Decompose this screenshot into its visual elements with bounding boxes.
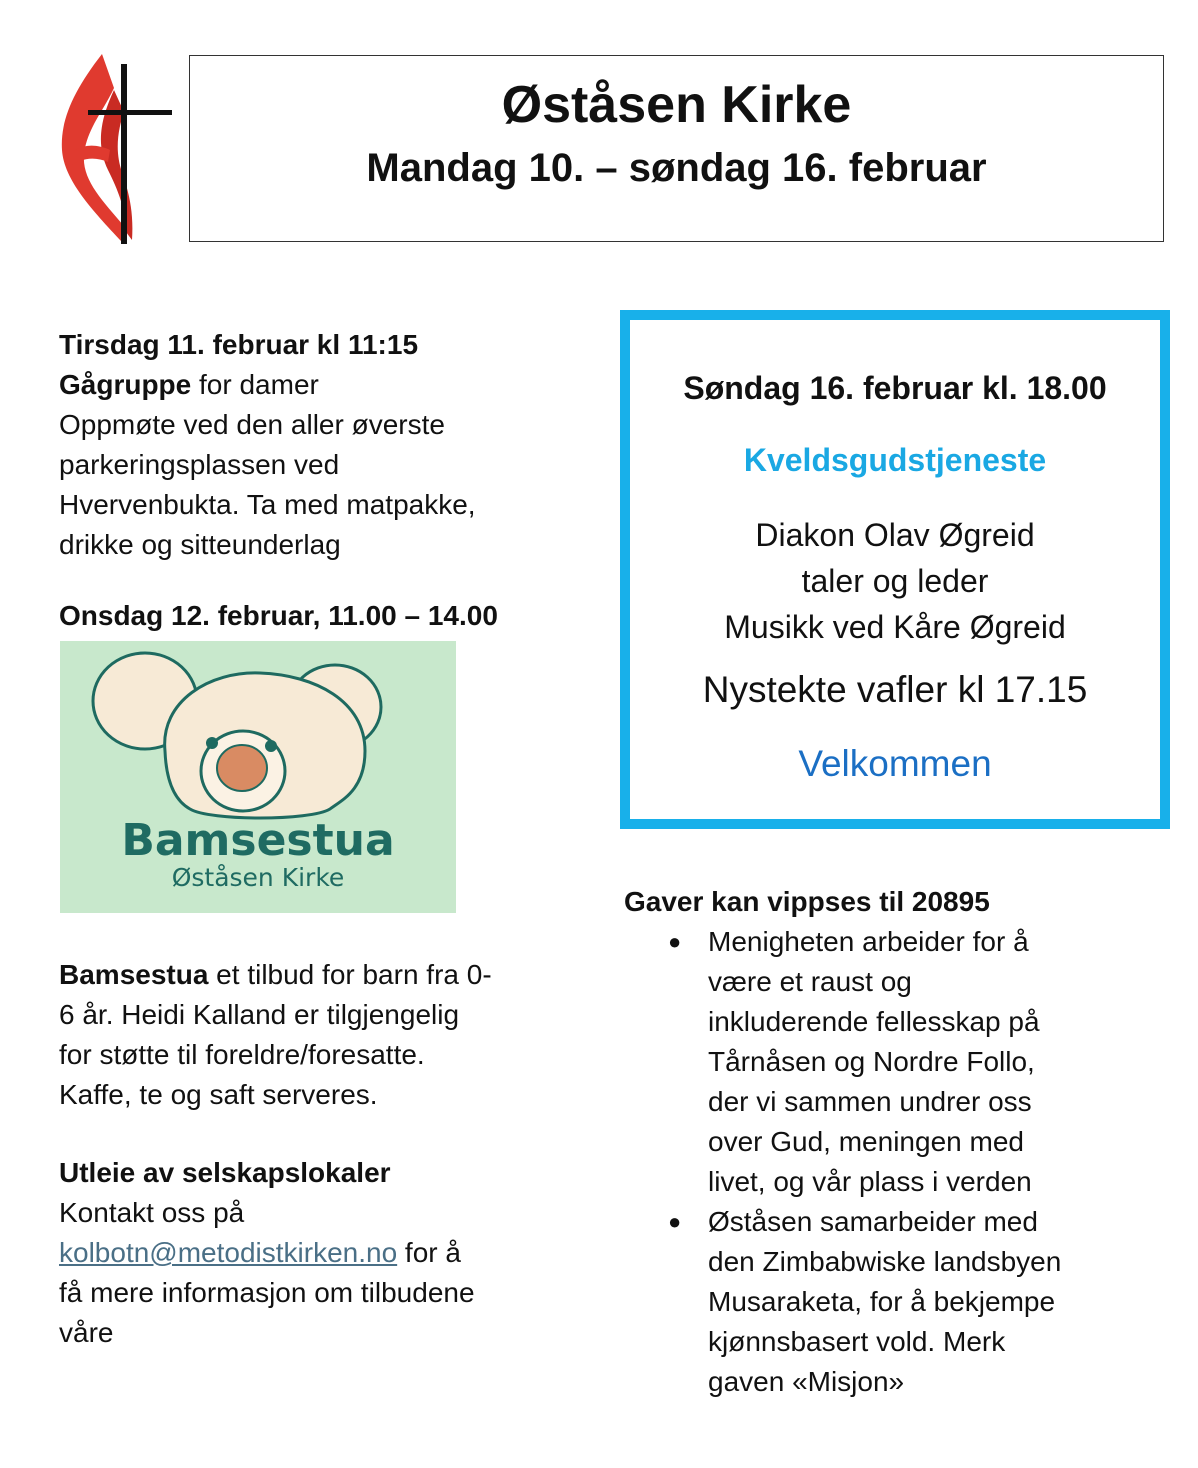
rental-heading: Utleie av selskapslokaler xyxy=(59,1157,391,1188)
bamse-desc-line: 6 år. Heidi Kalland er tilgjengelig xyxy=(59,999,460,1030)
bullet-dot-icon: ● xyxy=(668,1209,682,1234)
bamsestua-logo xyxy=(60,641,456,913)
bamse-desc-line: Bamsestua et tilbud for barn fra 0- xyxy=(59,959,492,990)
walk-line: Hvervenbukta. Ta med matpakke, xyxy=(59,489,476,520)
bamsestua-logo-title: Bamsestua xyxy=(121,815,395,866)
walk-name: Gågruppe xyxy=(59,369,192,400)
header-box xyxy=(189,55,1164,242)
rental-line: Kontakt oss på xyxy=(59,1197,245,1228)
bullet-dot-icon: ● xyxy=(668,929,682,954)
walk-name-suffix: for damer xyxy=(191,369,319,400)
page-subtitle: Mandag 10. – søndag 16. februar xyxy=(366,146,987,190)
event-name: Kveldsgudstjeneste xyxy=(743,442,1047,478)
gifts-heading: Gaver kan vippses til 20895 xyxy=(624,886,990,917)
left-column xyxy=(59,325,559,565)
event-welcome: Velkommen xyxy=(798,743,992,784)
gifts-section xyxy=(624,882,1144,1402)
rental-line: våre xyxy=(59,1317,114,1348)
list-item: ● Øståsen samarbeider med den Zimbabwiske landsbyen Musaraketa, for å bekjempe kjønnsbasert vold. Merk gaven «Misjon» xyxy=(624,1202,1144,1402)
bamse-desc-line: for støtte til foreldre/foresatte. xyxy=(59,1039,425,1070)
rental-line: få mere informasjon om tilbudene xyxy=(59,1277,475,1308)
walk-line: Oppmøte ved den aller øverste xyxy=(59,409,445,440)
bamse-desc-bold: Bamsestua xyxy=(59,959,209,990)
bamse-description xyxy=(59,955,559,1115)
event-box xyxy=(620,310,1170,829)
cross-and-flame-icon xyxy=(52,50,176,250)
rental-line: kolbotn@metodistkirken.no for å xyxy=(59,1237,461,1268)
bamse-desc-line: Kaffe, te og saft serveres. xyxy=(59,1079,378,1110)
email-link[interactable]: kolbotn@metodistkirken.no xyxy=(59,1237,398,1268)
walk-heading: Tirsdag 11. februar kl 11:15 xyxy=(59,329,419,360)
rental-section xyxy=(59,1153,559,1353)
event-time: Søndag 16. februar kl. 18.00 xyxy=(683,370,1107,406)
page-title: Øståsen Kirke xyxy=(501,76,852,134)
walk-line: drikke og sitteunderlag xyxy=(59,529,341,560)
event-people: Diakon Olav Øgreid taler og leder Musikk ved Kåre Øgreid xyxy=(724,517,1066,645)
list-item: ● Menigheten arbeider for å være et raust og inkluderende fellesskap på Tårnåsen og Nordre Follo, der vi sammen undrer oss over Gud, meningen med livet, og vår plass i verden xyxy=(624,922,1144,1202)
walk-title xyxy=(59,365,559,405)
bamse-heading: Onsdag 12. februar, 11.00 – 14.00 xyxy=(59,600,498,631)
gifts-list xyxy=(624,922,1144,1402)
walk-line: parkeringsplassen ved xyxy=(59,449,340,480)
event-waffles: Nystekte vafler kl 17.15 xyxy=(702,669,1088,710)
bamsestua-logo-subtitle: Øståsen Kirke xyxy=(171,863,345,892)
